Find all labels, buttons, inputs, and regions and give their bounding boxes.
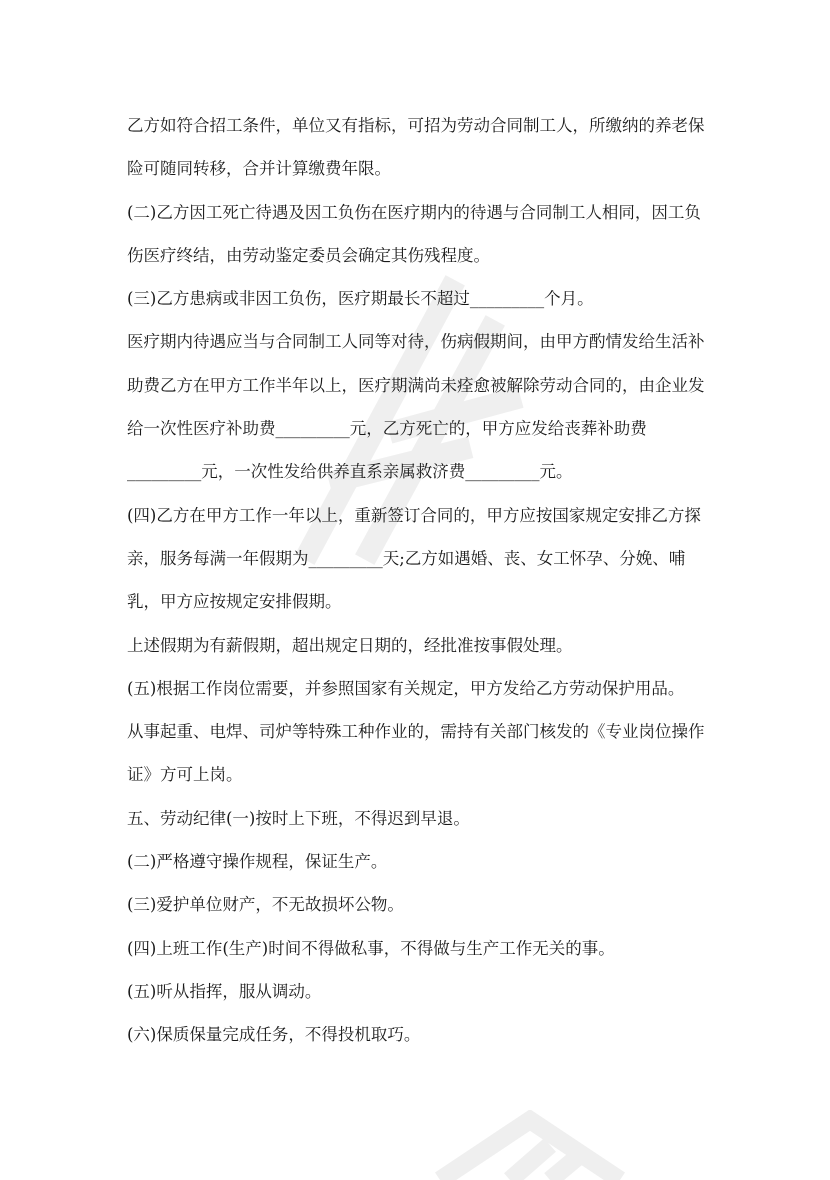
text-line: 从事起重、电焊、司炉等特殊工种作业的，需持有关部门核发的《专业岗位操作 [127, 722, 705, 742]
text-line: 五、劳动纪律(一)按时上下班，不得迟到早退。 [127, 808, 470, 828]
text-line: 医疗期内待遇应当与合同制工人同等对待，伤病假期间，由甲方酌情发给生活补 [127, 332, 705, 352]
text-line: (四)乙方在甲方工作一年以上，重新签订合同的，甲方应按国家规定安排乙方探 [127, 505, 701, 525]
text-line: 助费乙方在甲方工作半年以上，医疗期满尚未痊愈被解除劳动合同的，由企业发 [127, 375, 705, 395]
text-line: (四)上班工作(生产)时间不得做私事，不得做与生产工作无关的事。 [127, 938, 615, 958]
text-line: (五)根据工作岗位需要，并参照国家有关规定，甲方发给乙方劳动保护用品。 [127, 678, 685, 698]
text-line: 亲，服务每满一年假期为_________天;乙方如遇婚、丧、女工怀孕、分娩、哺 [127, 548, 686, 568]
text-line: (二)严格遵守操作规程，保证生产。 [127, 852, 388, 872]
text-line: 乳，甲方应按规定安排假期。 [127, 592, 342, 612]
text-line: (三)爱护单位财产，不无故损坏公物。 [127, 895, 404, 915]
text-line: (六)保质保量完成任务，不得投机取巧。 [127, 1025, 421, 1045]
text-line: 上述假期为有薪假期，超出规定日期的，经批准按事假处理。 [127, 635, 573, 655]
text-line: (五)听从指挥，服从调动。 [127, 981, 322, 1001]
text-line: 险可随同转移，合并计算缴费年限。 [127, 159, 391, 179]
text-line: 伤医疗终结，由劳动鉴定委员会确定其伤残程度。 [127, 245, 490, 265]
document-body [127, 104, 717, 1057]
text-line: (三)乙方患病或非因工负伤，医疗期最长不超过_________个月。 [127, 289, 594, 309]
text-line: 乙方如符合招工条件，单位又有指标，可招为劳动合同制工人，所缴纳的养老保 [127, 116, 705, 135]
text-line: 给一次性医疗补助费_________元，乙方死亡的，甲方应发给丧葬补助费 [127, 419, 647, 439]
text-line: _________元，一次性发给供养直系亲属救济费_________元。 [127, 462, 573, 482]
watermark-logo-bottom-icon [400, 1110, 700, 1180]
text-line: 证》方可上岗。 [127, 765, 243, 785]
text-line: (二)乙方因工死亡待遇及因工负伤在医疗期内的待遇与合同制工人相同，因工负 [127, 202, 701, 222]
